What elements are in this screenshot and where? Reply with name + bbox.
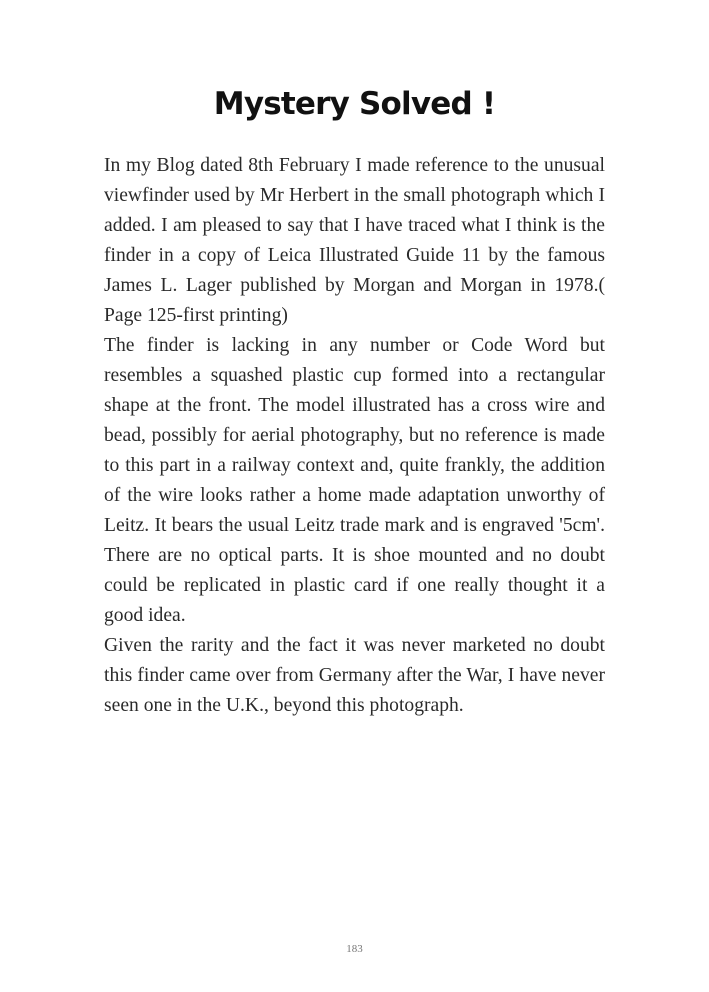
page-number: 183 — [346, 943, 363, 955]
page-title: Mystery Solved ! — [213, 86, 496, 122]
paragraph-2: The finder is lacking in any number or Code Word but resembles a squashed plastic cup formed into a rectangular shape at the front. The model illustrated has a cross wire and bead, possibly for aerial photography, but no reference is made to this part in a railway context and, quite frankly, the addition of the wire looks rather a home made adaptation unworthy of Leitz. It bears the usual Leitz trade mark and is engraved '5cm'. There are no optical parts. It is shoe mounted and no doubt could be replicated in plastic card if one really thought it a good idea. — [104, 335, 605, 626]
paragraph-1: In my Blog dated 8th February I made reference to the unusual viewfinder used by Mr Herbert in the small photograph which I added. I am pleased to say that I have traced what I think is the finder in a copy of Leica Illustrated Guide 11 by the famous James L. Lager published by Morgan and Morgan in 1978.( Page 125-first printing) — [104, 155, 605, 326]
paragraph-3: Given the rarity and the fact it was never marketed no doubt this finder came over from Germany after the War, I have never seen one in the U.K., beyond this photograph. — [104, 635, 605, 716]
article-body — [104, 151, 605, 721]
